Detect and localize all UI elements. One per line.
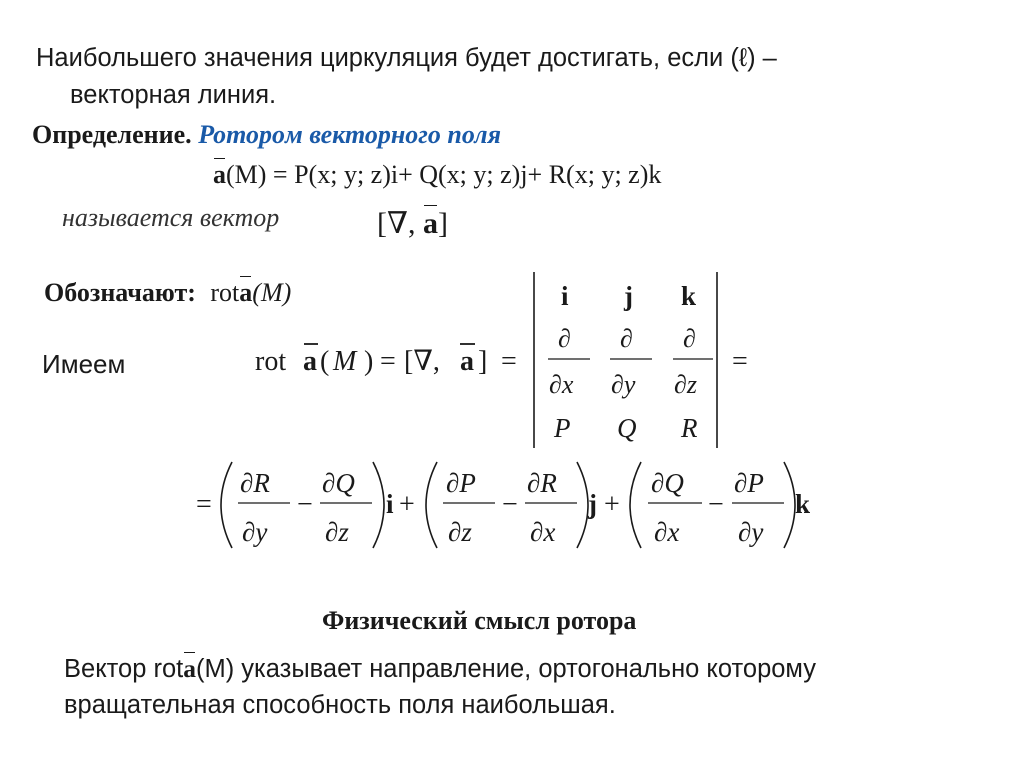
t1-unit-i: i [386, 489, 394, 519]
matrix-d-num-3: ∂ [683, 324, 696, 353]
t3-den1: ∂x [654, 517, 680, 547]
t2-unit-j: j [588, 489, 597, 519]
physical-vector-a: a [183, 654, 196, 683]
matrix-d-num-2: ∂ [620, 324, 633, 353]
t3-minus: − [708, 489, 724, 520]
lhs-rot: rot [255, 346, 287, 377]
field-vector-a: a [213, 160, 226, 189]
physical-line-2: вращательная способность поля наибольшая. [64, 691, 616, 719]
intro-line-2: векторная линия. [70, 81, 277, 109]
t2-minus: − [502, 489, 518, 520]
lhs-bracket-close: ] [478, 346, 488, 377]
t2-num1: ∂P [446, 468, 476, 498]
lhs-open-paren: ( [320, 346, 330, 377]
have-label: Имеем [42, 349, 126, 379]
t3-unit-k: k [795, 489, 811, 519]
t3-num2: ∂P [734, 468, 764, 498]
t2-plus: + [604, 489, 620, 520]
notation-vector-a: a [239, 278, 253, 307]
lhs-bracket-a: a [460, 346, 474, 377]
physical-line-1 [64, 654, 816, 684]
lhs-equals: = [380, 346, 396, 377]
t1-den1: ∂y [242, 517, 268, 547]
field-formula-rest: (M) = P(x; y; z)i+ Q(x; y; z)j+ R(x; y; z)k [226, 160, 662, 189]
t1-num1: ∂R [240, 468, 270, 498]
t1-minus: − [297, 489, 313, 520]
expansion-equals: = [196, 489, 212, 520]
lhs-close-paren: ) [364, 346, 374, 377]
intro-line-1: Наибольшего значения циркуляция будет достигать, если (ℓ) – [36, 44, 777, 72]
matrix-j: j [624, 281, 633, 311]
notation-rot: rot [210, 278, 240, 307]
t1-plus: + [399, 489, 415, 520]
definition-label: Определение. [32, 120, 192, 149]
lhs-m: M [333, 346, 357, 377]
matrix-dy: ∂y [611, 370, 636, 399]
called-vector-text: называется вектор [62, 203, 280, 232]
matrix-i: i [561, 281, 569, 311]
matrix-q: Q [617, 413, 637, 443]
lhs-vector-a: a [303, 346, 317, 377]
matrix-dx: ∂x [549, 370, 574, 399]
notation-label: Обозначают: [44, 278, 196, 307]
t2-den1: ∂z [448, 517, 472, 547]
nabla-cross-expression: [∇, a] [377, 207, 448, 240]
matrix-r: R [681, 413, 698, 443]
definition-term: Роторoм векторного поля [198, 120, 501, 149]
physical-heading: Физический смысл ротора [322, 606, 637, 635]
matrix-p: P [554, 413, 571, 443]
t1-den2: ∂z [325, 517, 349, 547]
det-equals-left: = [501, 346, 517, 377]
notation-arg: (M) [252, 278, 292, 307]
physical-vector-word: Вектор rot [64, 655, 184, 683]
lhs-bracket-open: [∇, [404, 346, 440, 377]
matrix-d-num-1: ∂ [558, 324, 571, 353]
t2-num2: ∂R [527, 468, 557, 498]
nabla-vector-a: a [422, 207, 438, 240]
t2-den2: ∂x [530, 517, 556, 547]
matrix-dz: ∂z [674, 370, 697, 399]
t3-num1: ∂Q [651, 468, 684, 498]
physical-line-1-rest: (M) указывает направление, ортогонально которому [195, 655, 817, 683]
t1-num2: ∂Q [322, 468, 355, 498]
matrix-k: k [681, 281, 697, 311]
det-equals-right: = [732, 346, 748, 377]
t3-den2: ∂y [738, 517, 764, 547]
